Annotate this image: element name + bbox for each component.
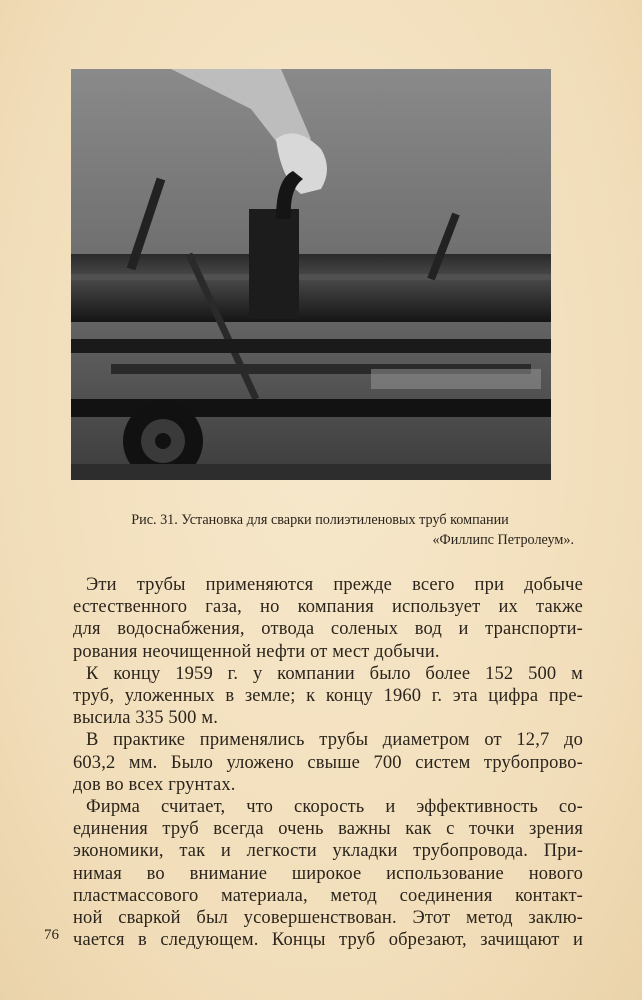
paragraph-3 (73, 729, 583, 796)
paragraph-4 (73, 796, 583, 951)
paragraph-2 (73, 663, 583, 730)
figure-caption (60, 510, 580, 550)
text-line: В практике применялись трубы диаметром от 12,7 до (86, 730, 583, 751)
text-line: труб, уложенных в земле; к концу 1960 г. эта цифра пре- (73, 686, 583, 707)
text-line: естественного газа, но компания использует их также (73, 597, 583, 618)
text-line: экономики, так и легкости укладки трубопровода. При- (73, 841, 583, 862)
text-line: пластмассового материала, метод соединения контакт- (73, 885, 583, 906)
text-line: рования неочищенной нефти от мест добычи. (73, 641, 440, 662)
text-line: высила 335 500 м. (73, 708, 218, 729)
text-line: Эти трубы применяются прежде всего при добыче (86, 575, 583, 595)
text-line: Фирма считает, что скорость и эффективность со- (86, 797, 583, 818)
text-line: единения труб всегда очень важны как с точки зрения (73, 819, 583, 840)
text-line: дов во всех грунтах. (73, 774, 236, 795)
caption-line-2: «Филлипс Петролеум». (432, 532, 574, 548)
text-line: 603,2 мм. Было уложено свыше 700 систем трубопрово- (73, 752, 583, 773)
text-line: нимая во внимание широкое использование нового (73, 863, 583, 884)
caption-line-1: Рис. 31. Установка для сварки полиэтиленовых труб компании (131, 512, 509, 528)
text-line: ной сваркой был усовершенствован. Этот метод заклю- (73, 908, 583, 929)
text-line: чается в следующем. Концы труб обрезают, зачищают и (73, 930, 583, 951)
body-text (73, 574, 583, 951)
text-line: К концу 1959 г. у компании было более 152 500 м (86, 663, 583, 684)
page-number: 76 (44, 927, 59, 943)
figure-photo (71, 69, 551, 480)
paragraph-1 (73, 574, 583, 663)
text-line: для водоснабжения, отвода соленых вод и транспорти- (73, 619, 583, 640)
welding-machine-photo (71, 69, 551, 480)
